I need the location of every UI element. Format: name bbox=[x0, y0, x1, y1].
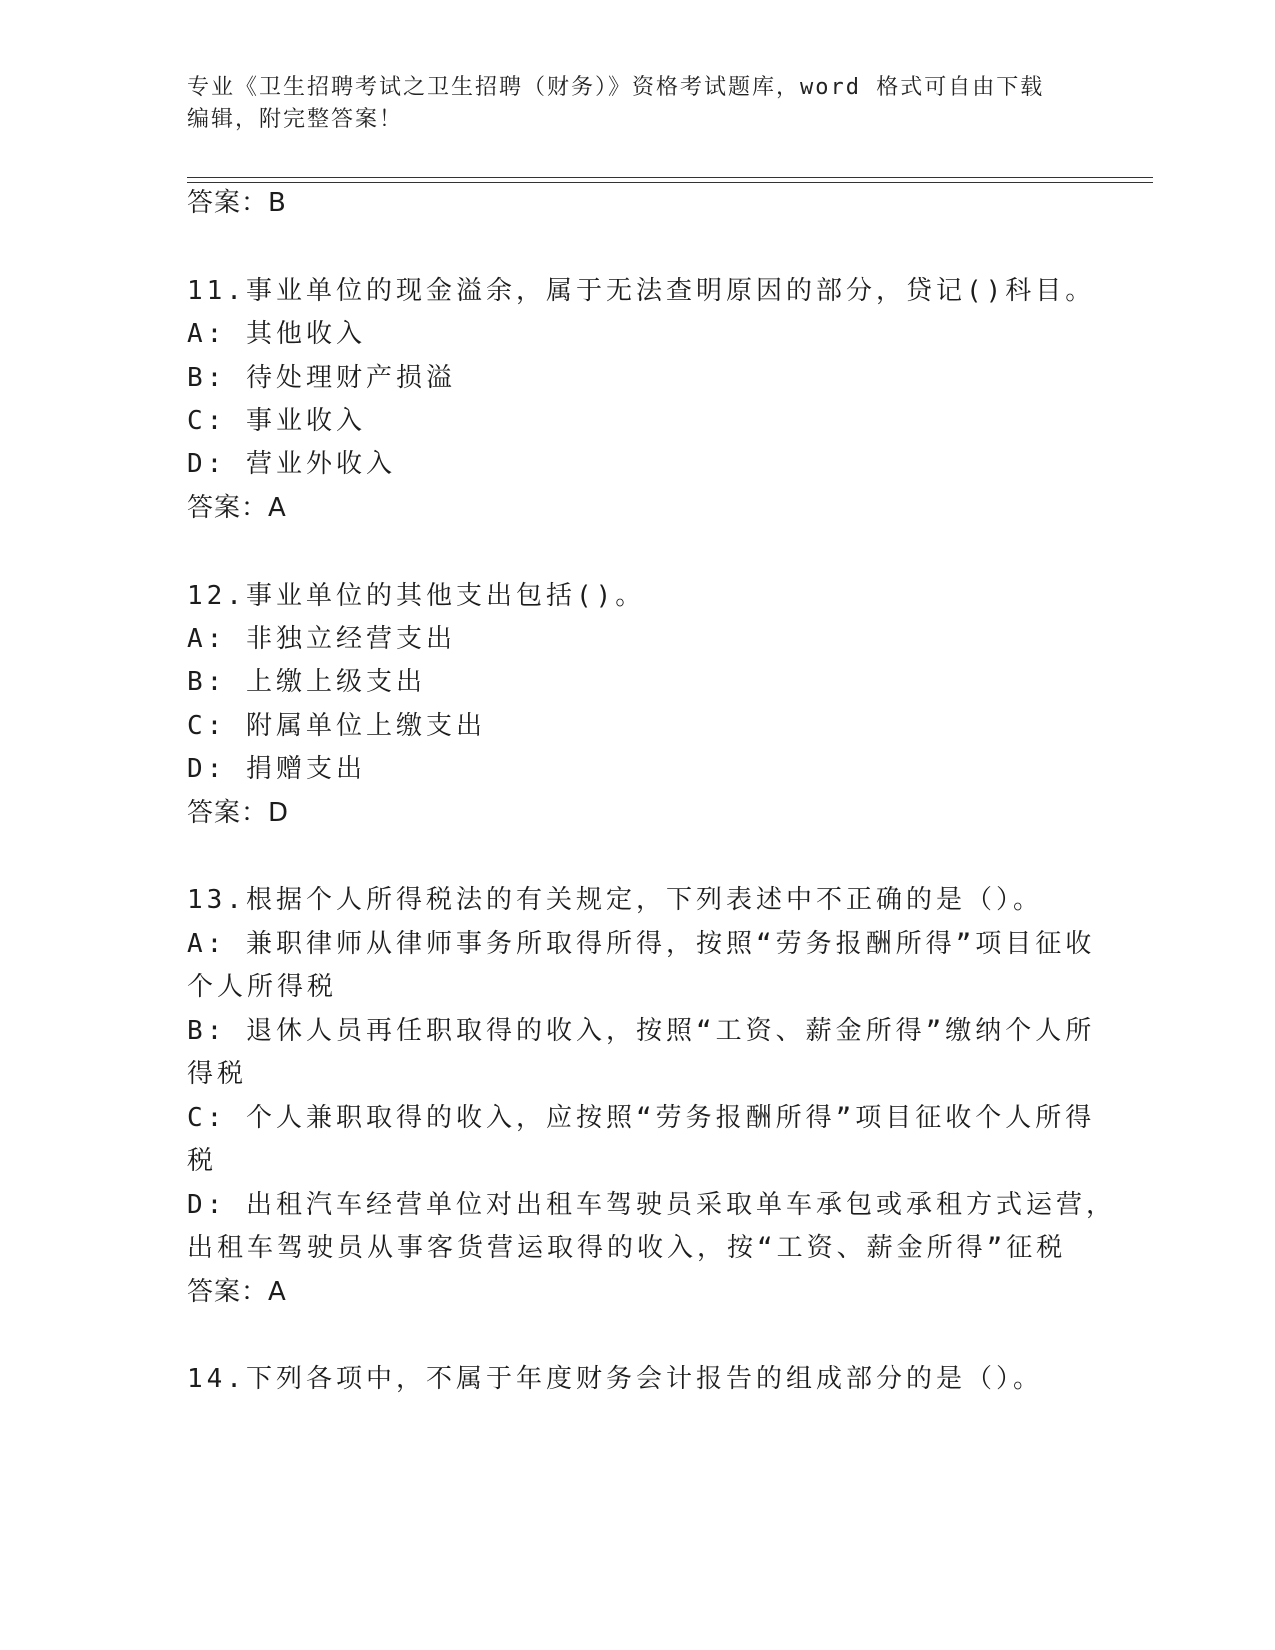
header-divider-top bbox=[187, 177, 1153, 178]
question-14-stem: 14.下列各项中，不属于年度财务会计报告的组成部分的是（）。 bbox=[187, 1364, 1043, 1394]
answer-line-13 bbox=[187, 1275, 287, 1309]
answer-label: 答案： bbox=[187, 1277, 269, 1307]
question-13-option-c: C: 个人兼职取得的收入，应按照“劳务报酬所得”项目征收个人所得 bbox=[187, 1103, 1096, 1133]
question-13-option-b-cont: 得税 bbox=[187, 1059, 248, 1089]
question-13-option-b: B: 退休人员再任职取得的收入，按照“工资、薪金所得”缴纳个人所 bbox=[187, 1016, 1096, 1046]
answer-line-12 bbox=[187, 796, 289, 830]
answer-line-10 bbox=[187, 186, 287, 220]
question-11-option-a: A: 其他收入 bbox=[187, 319, 366, 349]
answer-line-11 bbox=[187, 491, 287, 525]
question-12-option-b: B: 上缴上级支出 bbox=[187, 667, 426, 697]
answer-label: 答案： bbox=[187, 493, 269, 523]
header-line-2: 编辑，附完整答案！ bbox=[187, 107, 404, 132]
header-divider-bottom bbox=[187, 182, 1153, 183]
answer-label: 答案： bbox=[187, 188, 269, 218]
answer-value: A bbox=[268, 1277, 287, 1307]
question-13-stem: 13.根据个人所得税法的有关规定，下列表述中不正确的是（）。 bbox=[187, 885, 1043, 915]
question-11-option-c: C: 事业收入 bbox=[187, 406, 366, 436]
question-12-option-d: D: 捐赠支出 bbox=[187, 754, 366, 784]
question-12-option-a: A: 非独立经营支出 bbox=[187, 624, 456, 654]
question-12-option-c: C: 附属单位上缴支出 bbox=[187, 711, 486, 741]
question-12-stem: 12.事业单位的其他支出包括()。 bbox=[187, 581, 646, 611]
header-line-1: 专业《卫生招聘考试之卫生招聘（财务）》资格考试题库，word 格式可自由下载 bbox=[187, 75, 1045, 100]
question-13-option-d-cont: 出租车驾驶员从事客货营运取得的收入，按“工资、薪金所得”征税 bbox=[187, 1233, 1067, 1263]
question-11-option-d: D: 营业外收入 bbox=[187, 449, 396, 479]
answer-value: D bbox=[268, 798, 290, 828]
question-13-option-c-cont: 税 bbox=[187, 1146, 218, 1176]
answer-value: A bbox=[268, 493, 287, 523]
question-13-option-a-cont: 个人所得税 bbox=[187, 972, 338, 1002]
question-13-option-d: D: 出租汽车经营单位对出租车驾驶员采取单车承包或承租方式运营， bbox=[187, 1190, 1116, 1220]
answer-value: B bbox=[268, 188, 287, 218]
question-11-stem: 11.事业单位的现金溢余，属于无法查明原因的部分，贷记()科目。 bbox=[187, 276, 1096, 306]
document-header bbox=[187, 72, 1087, 136]
question-13-option-a: A: 兼职律师从律师事务所取得所得，按照“劳务报酬所得”项目征收 bbox=[187, 929, 1096, 959]
answer-label: 答案： bbox=[187, 798, 269, 828]
question-11-option-b: B: 待处理财产损溢 bbox=[187, 363, 456, 393]
